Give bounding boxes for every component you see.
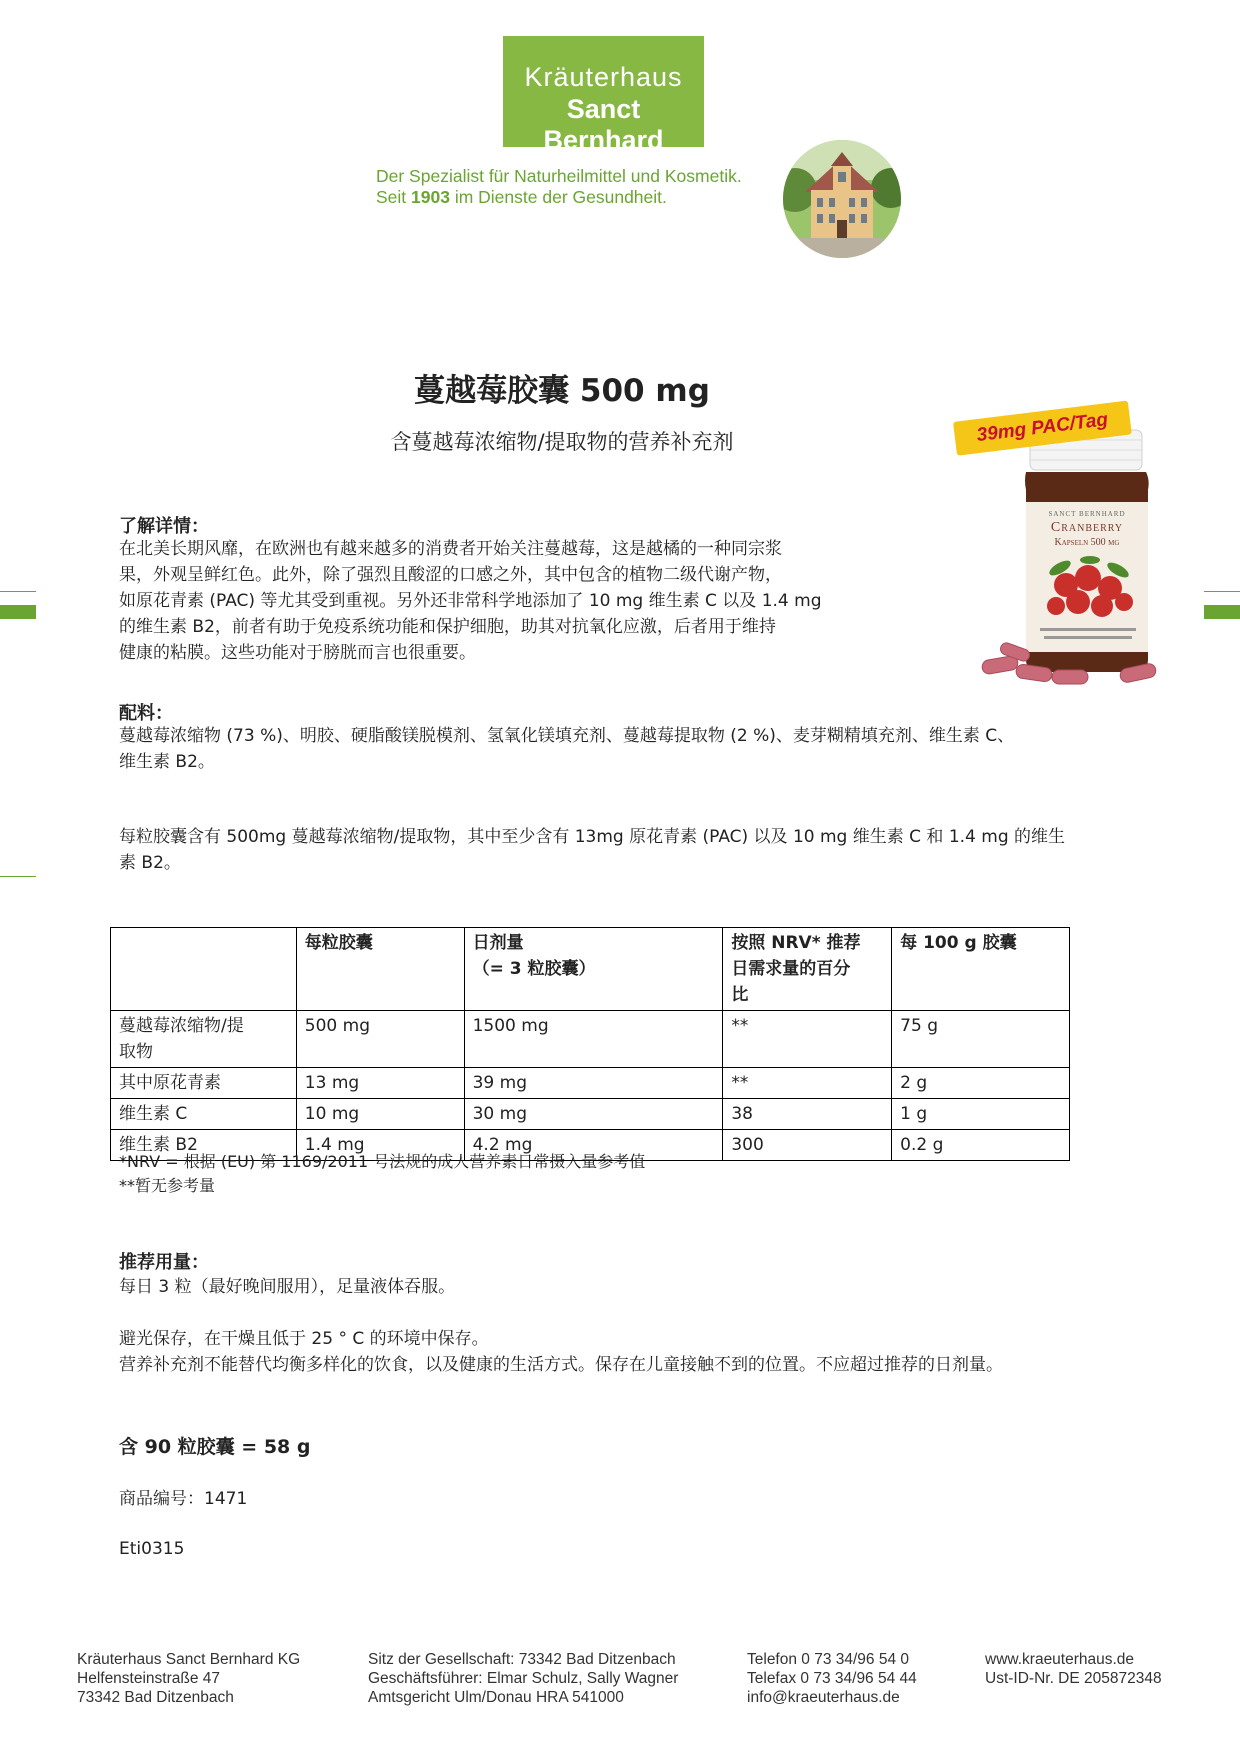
footer-line: Geschäftsführer: Elmar Schulz, Sally Wagner xyxy=(368,1670,679,1687)
founding-year: 1903 xyxy=(411,187,450,207)
table-cell: ** xyxy=(723,1011,892,1068)
footer-legal xyxy=(368,1650,678,1707)
ingredients-line: 蔓越莓浓缩物 (73 %)、明胶、硬脂酸镁脱模剂、氢氧化镁填充剂、蔓越莓提取物 (2 %)、麦芽糊精填充剂、维生素 C、 xyxy=(119,726,1015,746)
table-cell: 维生素 B2 xyxy=(111,1130,297,1161)
table-cell: 13 mg xyxy=(296,1068,464,1099)
article-number: 商品编号：1471 xyxy=(119,1489,248,1509)
table-cell: 4.2 mg xyxy=(464,1130,723,1161)
table-cell: 1 g xyxy=(892,1099,1070,1130)
table-header-cell: 每 100 g 胶囊 xyxy=(892,928,1070,1011)
footer-line: Helfensteinstraße 47 xyxy=(77,1670,221,1687)
table-row xyxy=(111,1011,1070,1068)
usage-heading: 推荐用量： xyxy=(119,1252,209,1273)
content-line: 每粒胶囊含有 500mg 蔓越莓浓缩物/提取物，其中至少含有 13mg 原花青素 (PAC) 以及 10 mg 维生素 C 和 1.4 mg 的维生 xyxy=(119,827,1066,847)
table-row xyxy=(111,1099,1070,1130)
table-row xyxy=(111,1068,1070,1099)
product-title: 蔓越莓胶囊 500 mg xyxy=(414,373,710,409)
ingredients-text xyxy=(119,723,1179,775)
product-bottle-image xyxy=(960,410,1190,690)
table-cell: ** xyxy=(723,1068,892,1099)
tagline-line-2: Seit 1903 im Dienste der Gesundheit. xyxy=(376,187,667,207)
fold-mark-left xyxy=(0,876,36,877)
company-tagline xyxy=(376,166,742,208)
footer-email-link[interactable]: info@kraeuterhaus.de xyxy=(747,1689,900,1706)
info-line: 果，外观呈鲜红色。此外，除了强烈且酸涩的口感之外，其中包含的植物二级代谢产物， xyxy=(119,565,782,585)
table-header-cell: 每粒胶囊 xyxy=(296,928,464,1011)
footer-web xyxy=(985,1650,1162,1688)
margin-mark-right xyxy=(1204,605,1240,619)
info-line: 健康的粘膜。这些功能对于膀胱而言也很重要。 xyxy=(119,643,476,663)
table-cell: 1.4 mg xyxy=(296,1130,464,1161)
footer-phone: Telefon 0 73 34/96 54 0 xyxy=(747,1651,910,1668)
info-line: 在北美长期风靡，在欧洲也有越来越多的消费者开始关注蔓越莓，这是越橘的一种同宗浆 xyxy=(119,539,782,559)
table-cell: 1500 mg xyxy=(464,1011,723,1068)
table-cell: 39 mg xyxy=(464,1068,723,1099)
table-cell: 10 mg xyxy=(296,1099,464,1130)
bottle-name: Cranberry xyxy=(1050,520,1124,535)
table-header-row xyxy=(111,928,1070,1011)
table-header-cell: 按照 NRV* 推荐 日需求量的百分 比 xyxy=(723,928,892,1011)
content-line: 素 B2。 xyxy=(119,853,181,873)
footer-line: Sitz der Gesellschaft: 73342 Bad Ditzenbach xyxy=(368,1651,676,1668)
warning-note: 营养补充剂不能替代均衡多样化的饮食，以及健康的生活方式。保存在儿童接触不到的位置。不应超过推荐的日剂量。 xyxy=(119,1355,1003,1375)
no-reference-footnote: **暂无参考量 xyxy=(119,1176,216,1195)
ingredients-heading: 配料： xyxy=(119,703,173,724)
info-heading: 了解详情： xyxy=(119,516,209,537)
footer-website-link[interactable]: www.kraeuterhaus.de xyxy=(985,1651,1135,1668)
pac-badge-text: 39mg PAC/Tag xyxy=(975,409,1110,447)
table-cell: 蔓越莓浓缩物/提 取物 xyxy=(111,1011,297,1068)
info-line: 如原花青素 (PAC) 等尤其受到重视。另外还非常科学地添加了 10 mg 维生素 C 以及 1.4 mg xyxy=(119,591,822,611)
table-cell: 38 xyxy=(723,1099,892,1130)
storage-note: 避光保存，在干燥且低于 25 ° C 的环境中保存。 xyxy=(119,1329,489,1349)
margin-rule-left xyxy=(0,591,36,592)
table-cell: 500 mg xyxy=(296,1011,464,1068)
footer-fax: Telefax 0 73 34/96 54 44 xyxy=(747,1670,917,1687)
logo-line-2: Sanct Bernhard xyxy=(543,94,664,155)
content-statement xyxy=(119,824,1179,876)
table-cell: 75 g xyxy=(892,1011,1070,1068)
footer-vat-id: Ust-ID-Nr. DE 205872348 xyxy=(985,1670,1162,1687)
info-paragraph xyxy=(119,536,949,666)
ingredients-line: 维生素 B2。 xyxy=(119,752,215,772)
table-header-cell: 日剂量 （= 3 粒胶囊） xyxy=(464,928,723,1011)
tagline-line-1: Der Spezialist für Naturheilmittel und Kosmetik. xyxy=(376,166,742,186)
footer-line: Kräuterhaus Sanct Bernhard KG xyxy=(77,1651,301,1668)
footer-line: 73342 Bad Ditzenbach xyxy=(77,1689,234,1706)
table-header-cell xyxy=(111,928,297,1011)
footer-contact xyxy=(747,1650,917,1707)
label-code: Eti0315 xyxy=(119,1539,185,1559)
table-cell: 30 mg xyxy=(464,1099,723,1130)
table-cell: 维生素 C xyxy=(111,1099,297,1130)
nrv-footnote: *NRV = 根据 (EU) 第 1169/2011 号法规的成人营养素日常摄入量参考值 xyxy=(119,1152,646,1171)
nutrition-table xyxy=(110,927,1070,1161)
table-cell: 其中原花青素 xyxy=(111,1068,297,1099)
bottle-brand: SANCT BERNHARD xyxy=(1048,510,1126,518)
footer-line: Amtsgericht Ulm/Donau HRA 541000 xyxy=(368,1689,624,1706)
table-cell: 300 xyxy=(723,1130,892,1161)
table-cell: 2 g xyxy=(892,1068,1070,1099)
usage-dosage: 每日 3 粒（最好晚间服用），足量液体吞服。 xyxy=(119,1277,456,1297)
table-notes xyxy=(119,1150,645,1198)
company-building-photo xyxy=(783,140,901,258)
margin-rule-right xyxy=(1204,591,1240,592)
footer-company xyxy=(77,1650,300,1707)
brand-logo xyxy=(503,36,704,155)
info-line: 的维生素 B2，前者有助于免疫系统功能和保护细胞，助其对抗氧化应激，后者用于维持 xyxy=(119,617,776,637)
logo-line-1: Kräuterhaus xyxy=(524,62,683,92)
table-cell: 0.2 g xyxy=(892,1130,1070,1161)
product-subtitle: 含蔓越莓浓缩物/提取物的营养补充剂 xyxy=(390,430,734,454)
margin-mark-left xyxy=(0,605,36,619)
bottle-subname: Kapseln 500 mg xyxy=(1054,537,1120,548)
pack-size: 含 90 粒胶囊 = 58 g xyxy=(119,1436,311,1458)
